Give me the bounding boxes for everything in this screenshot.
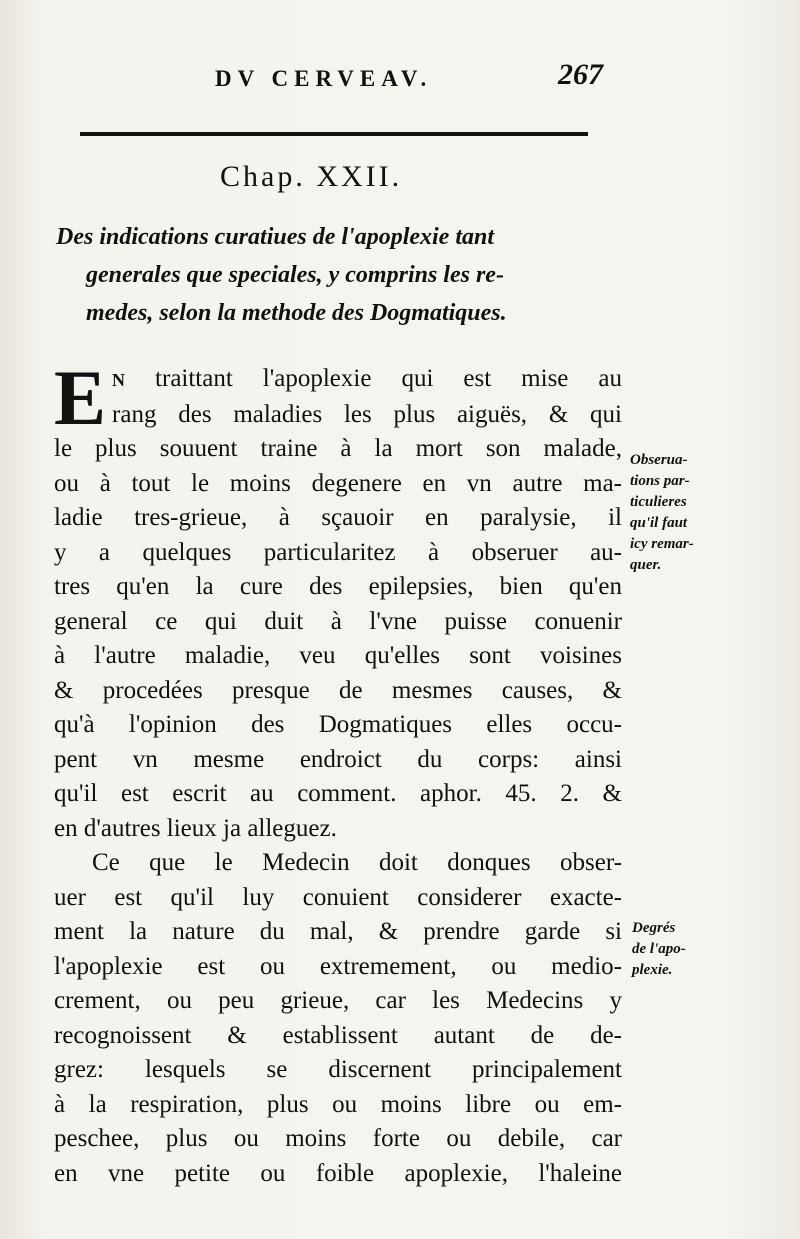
- text-line: ladie tres-grieue, à sçauoir en paralysie, il: [54, 504, 622, 531]
- subtitle-line: generales que speciales, y comprins les re-: [86, 262, 504, 288]
- margin-note-degrees: Degrés de l'apo- plexie.: [632, 920, 686, 978]
- text-line: general ce qui duit à l'vne puisse conuenir: [54, 607, 622, 635]
- body-text: [54, 354, 622, 1191]
- small-cap: N: [112, 370, 126, 390]
- text-line: qu'il est escrit au comment. aphor. 45. 2. &: [54, 780, 622, 807]
- text-line: ou à tout le moins degenere en vn autre ma-: [54, 469, 622, 497]
- text-line: en d'autres lieux ja alleguez.: [54, 814, 337, 842]
- text-line: uer est qu'il luy conuient considerer exacte-: [54, 883, 622, 911]
- text-line: qu'à l'opinion des Dogmatiques elles occu-: [54, 711, 622, 738]
- text-line: en vne petite ou foible apoplexie, l'haleine: [54, 1159, 622, 1187]
- text-line: & procedées presque de mesmes causes, &: [54, 676, 622, 704]
- paragraph-2: [54, 846, 622, 1191]
- text-line: l'apoplexie est ou extremement, ou medio-: [54, 952, 622, 980]
- running-title: DV CERVEAV.: [215, 66, 433, 91]
- page-number: 267: [558, 58, 603, 91]
- drop-cap: E: [54, 354, 107, 441]
- text-line: grez: lesquels se discernent principalement: [54, 1056, 622, 1083]
- subtitle-line: Des indications curatiues de l'apoplexie tant: [56, 224, 495, 250]
- text-line: le plus souuent traine à la mort son malade,: [54, 435, 622, 462]
- text-line: pent vn mesme endroict du corps: ainsi: [54, 745, 622, 773]
- text-line: recognoissent & establissent autant de de-: [54, 1021, 622, 1049]
- text-line: crement, ou peu grieue, car les Medecins y: [54, 987, 622, 1014]
- text-line: ment la nature du mal, & prendre garde si: [54, 918, 622, 945]
- text-line: à la respiration, plus ou moins libre ou em-: [54, 1090, 622, 1118]
- header-rule: [80, 132, 588, 136]
- chapter-heading: Chap. XXII.: [220, 160, 403, 193]
- text-line: rang des maladies les plus aiguës, & qui: [112, 400, 622, 428]
- chapter-subtitle: [56, 218, 616, 332]
- subtitle-line: medes, selon la methode des Dogmatiques.: [86, 300, 507, 326]
- text-line: à l'autre maladie, veu qu'elles sont voisines: [54, 642, 622, 669]
- text-line: peschee, plus ou moins forte ou debile, car: [54, 1125, 622, 1152]
- margin-note-observations: Obserua- tions par- ticulieres qu'il faut icy remar- quer.: [630, 452, 694, 573]
- text-line: Ce que le Medecin doit donques obser-: [92, 849, 622, 876]
- paragraph-1: [54, 354, 622, 846]
- text-line: N traittant l'apoplexie qui est mise au: [112, 365, 622, 392]
- text-line: y a quelques particularitez à obseruer au-: [54, 538, 622, 566]
- text-line: tres qu'en la cure des epilepsies, bien qu'en: [54, 573, 622, 600]
